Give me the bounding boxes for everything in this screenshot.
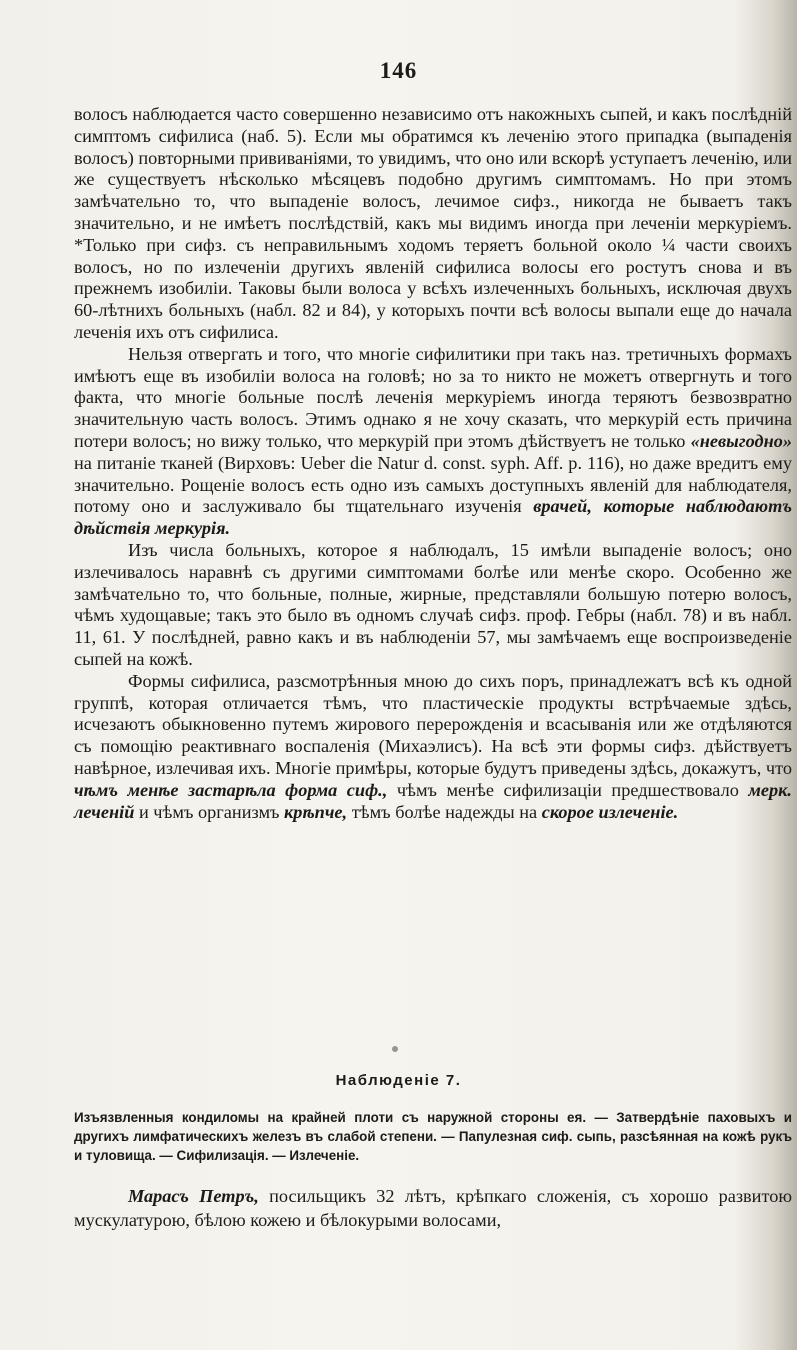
paragraph-4-emphasis-b: мерк. леченій — [74, 779, 792, 822]
paragraph-1: волосъ наблюдается часто совершенно независимо отъ накожныхъ сыпей, и какъ послѣдній симптомъ сифилиса (наб. 5). Если мы обратимся къ леченію этого припадка (выпаденія волосъ) повторными прививаніями, то увидимъ, что оно или вскорѣ уступаетъ леченію, или же существуетъ нѣсколько мѣсяцевъ подобно другимъ симптомамъ. Но при этомъ замѣчательно то, что выпаденіе волосъ, лечимое сифз., никогда не бываетъ такъ значительно, и не имѣетъ послѣдствій, какъ мы видимъ иногда при леченіи меркуріемъ. *Только при сифз. съ неправильнымъ ходомъ теряетъ больной около ¼ части своихъ волосъ, но по излеченіи другихъ явленій сифилиса волосы его ростутъ снова и въ прежнемъ изобиліи. Таковы были волоса у всѣхъ излеченныхъ больныхъ, исключая двухъ 60-лѣтнихъ больныхъ (набл. 82 и 84), у которыхъ почти всѣ волосы выпали еще до начала леченія ихъ отъ сифилиса. — [74, 104, 792, 342]
patient-name: Марасъ Петръ, — [128, 1186, 259, 1206]
paragraph-4-text-b: чѣмъ менѣе сифилизаціи предшествовало — [396, 779, 739, 800]
observation-summary: Изъязвленныя кондиломы на крайней плоти съ наружной стороны ея. — Затвердѣніе паховыхъ и другихъ лимфатическихъ железъ въ слабой степени. — Папулезная сиф. сыпь, разсѣянная на кожѣ рукъ и туловища. — Сифилизація. — Излеченіе. — [74, 1110, 792, 1163]
paragraph-4-emphasis-c: крѣпче, — [284, 801, 348, 822]
main-text — [74, 104, 792, 823]
paragraph-3: Изъ числа больныхъ, которое я наблюдалъ, 15 имѣли выпаденіе волосъ; оно излечивалось наравнѣ съ другими симптомами болѣе или менѣе скоро. Особенно же замѣчательно то, что больные, полные, жирные, представляли большую потерю волосъ, чѣмъ худощавые; такъ это было въ одномъ случаѣ сифз. проф. Гебры (набл. 78) и въ набл. 11, 61. У послѣдней, равно какъ и въ наблюденіи 57, мы замѣчаемъ еще воспроизведеніе сыпей на кожѣ. — [74, 539, 792, 669]
paragraph-4-text-a: Формы сифилиса, разсмотрѣнныя мною до сихъ поръ, принадлежатъ всѣ къ одной группѣ, которая отличается тѣмъ, что пластическіе продукты встрѣчаемые здѣсь, исчезаютъ обыкновенно путемъ жирового перерожденія и всасыванія или же отдѣляются съ помощію реактивнаго воспаленія (Михаэлисъ). На всѣ эти формы сифз. дѣйствуетъ навѣрное, излечивая ихъ. Многіе примѣры, которые будутъ приведены здѣсь, докажутъ, что — [74, 670, 792, 778]
paragraph-2-text-a: Нельзя отвергать и того, что многіе сифилитики при такъ наз. третичныхъ формахъ имѣютъ еще въ изобиліи волоса на головѣ; но за то никто не можетъ отвергнуть и того факта, что многіе больные послѣ леченія меркуріемъ иногда теряютъ безвозвратно значительную часть волосъ. Этимъ однако я не хочу сказать, что меркурій есть причина потери волосъ; но вижу только, что меркурій при этомъ дѣйствуетъ не только — [74, 343, 792, 451]
paragraph-4-emphasis-a: чѣмъ менѣе застарѣла форма сиф., — [74, 779, 388, 800]
patient-text: посильщикъ 32 лѣтъ, крѣпкаго сложенія, съ хорошо развитою мускулатурою, бѣлою кожею и бѣлокурыми волосами, — [74, 1186, 793, 1230]
patient-description — [74, 1184, 792, 1232]
paragraph-4-emphasis-d: скорое излеченіе. — [541, 801, 679, 822]
paragraph-4 — [74, 671, 792, 824]
observation-title: Наблюденіе 7. — [335, 1072, 462, 1089]
separator-dot — [392, 1046, 398, 1052]
paragraph-2 — [74, 344, 792, 540]
paragraph-2-text-b: на питаніе тканей (Вирховъ: Ueber die Natur d. const. syph. Aff. p. 116), но даже вредитъ ему значительно. Рощеніе волосъ есть одно изъ самыхъ доступныхъ явленій для наблюдателя, потому оно и заслуживало бы тщательнаго изученія — [74, 452, 792, 517]
paragraph-4-text-c: и чѣмъ организмъ — [138, 801, 280, 822]
paragraph-2-emphasis-a: «невыгодно» — [690, 430, 792, 451]
page-number: 146 — [379, 58, 418, 83]
paragraph-4-text-d: тѣмъ болѣе надежды на — [351, 801, 538, 822]
paragraph-2-emphasis-b: врачей, которые наблюдаютъ дѣйствія меркурія. — [74, 496, 792, 539]
